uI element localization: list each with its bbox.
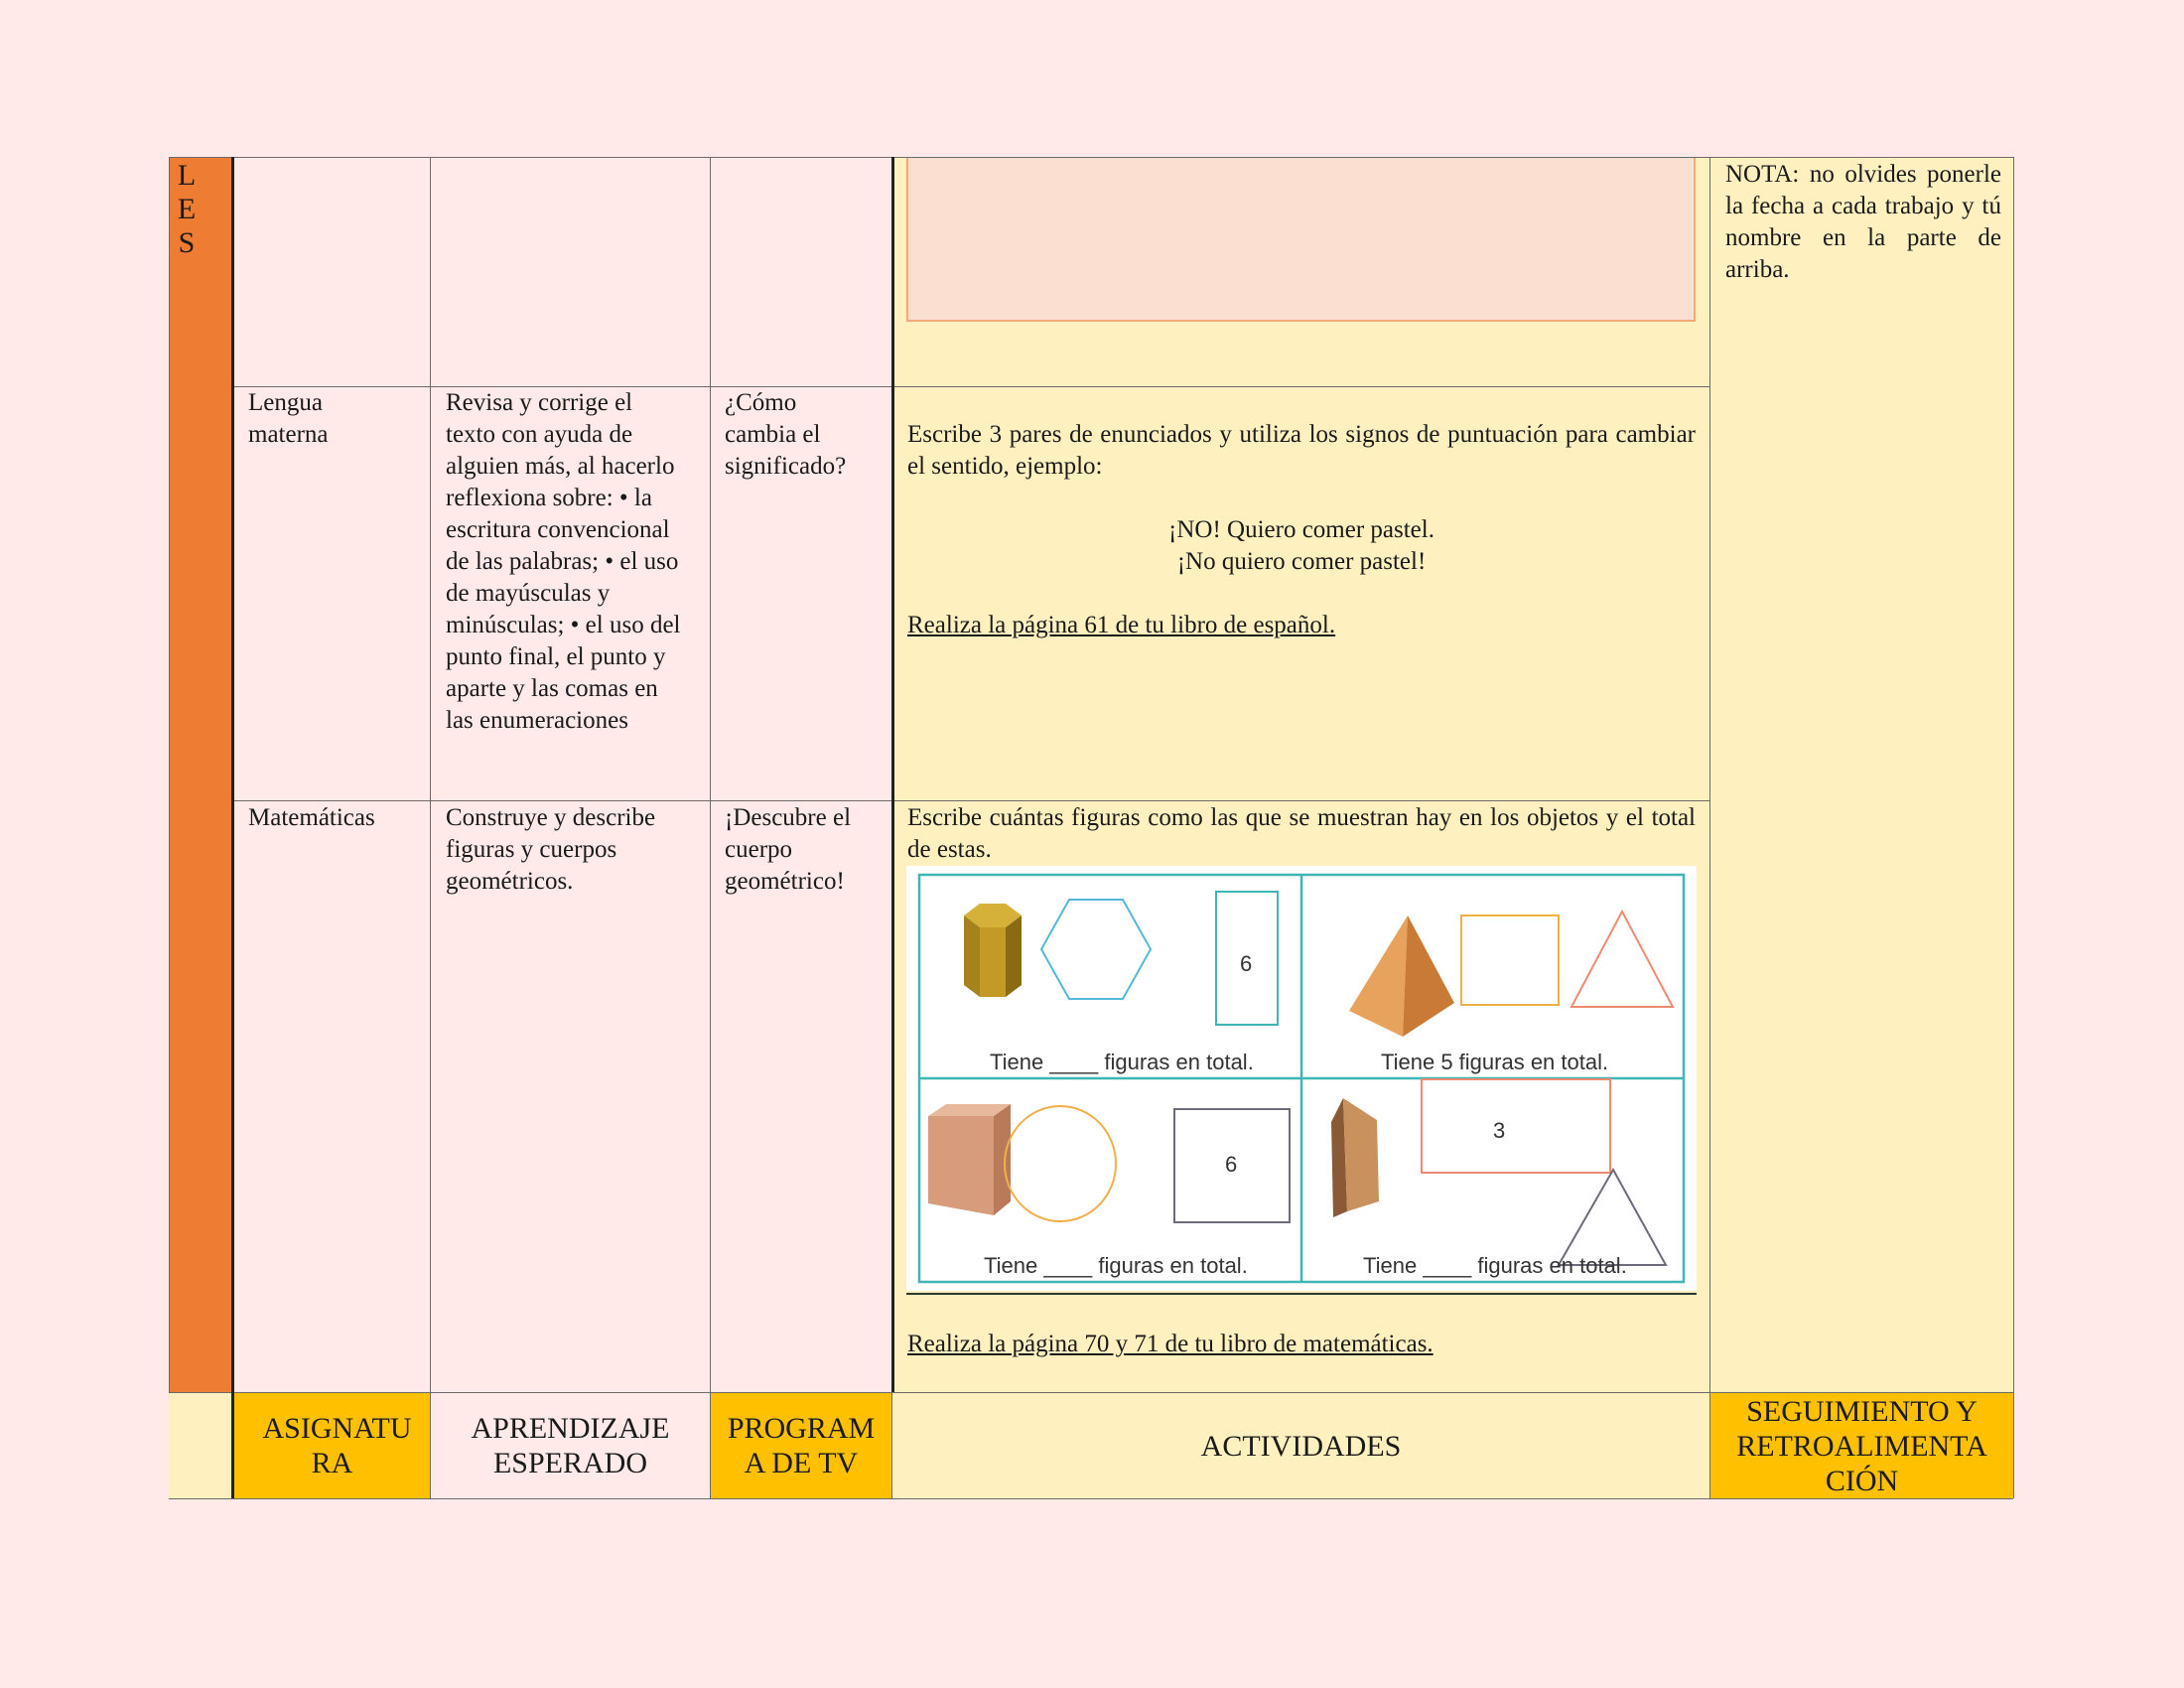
triangular-prism-icon — [1331, 1098, 1379, 1217]
asignatura-lengua: Lengua materna — [248, 389, 329, 448]
table-border-bottom — [169, 1498, 2013, 1499]
header-asignatura — [234, 1393, 430, 1498]
table-border-right — [2013, 157, 2014, 1498]
figure-underline — [906, 1293, 1697, 1295]
side-letter: S — [178, 226, 196, 259]
footer-corner-cell — [169, 1392, 232, 1498]
rectangle-shape — [1422, 1079, 1610, 1173]
side-strip — [169, 157, 232, 1392]
figure-caption: Tiene ____ figuras en total. — [984, 1253, 1248, 1278]
column-divider — [1709, 157, 1710, 1498]
side-letter: L — [177, 159, 197, 192]
programa-lengua: ¿Cómo cambia el significado? — [725, 389, 847, 480]
blank-activity-box — [906, 157, 1696, 322]
figure-caption: Tiene 5 figuras en total. — [1381, 1050, 1609, 1074]
row-divider — [232, 800, 1709, 801]
header-asignatura-label: ASIGNATU RA — [262, 1412, 412, 1479]
figure-caption: Tiene ____ figuras en total. — [990, 1050, 1254, 1074]
side-letter: E — [177, 193, 197, 225]
header-actividades — [892, 1393, 1709, 1498]
actividad-lengua-intro: Escribe 3 pares de enunciados y utiliza los signos de puntuación para cambiar el sentido, ejemplo: — [907, 421, 1696, 480]
hexagon-shape — [1041, 900, 1151, 999]
column-divider — [430, 157, 431, 1498]
header-aprendizaje-label: APRENDIZAJE ESPERADO — [471, 1412, 670, 1479]
figure-number: 6 — [1240, 951, 1253, 976]
activity-page-link[interactable]: Realiza la página 61 de tu libro de español. — [907, 612, 1336, 638]
side-label — [167, 159, 206, 260]
square-shape — [1461, 915, 1559, 1005]
geometry-figure — [906, 866, 1697, 1291]
pyramid-icon — [1349, 915, 1454, 1037]
asignatura-matematicas: Matemáticas — [248, 804, 375, 831]
triangle-shape — [1571, 912, 1673, 1007]
cube-icon — [928, 1104, 1011, 1215]
example-sentence: ¡NO! Quiero comer pastel. — [1168, 516, 1434, 543]
header-aprendizaje — [431, 1393, 710, 1498]
example-sentence: ¡No quiero comer pastel! — [1176, 548, 1427, 575]
actividad-matematicas-intro: Escribe cuántas figuras como las que se muestran hay en los objetos y el total de estas. — [907, 804, 1696, 863]
figure-number: 3 — [1493, 1118, 1506, 1143]
column-divider-thick — [891, 157, 894, 1392]
triangle-shape — [1559, 1170, 1666, 1265]
geometry-figure-svg — [906, 866, 1697, 1291]
side-strip-border — [231, 157, 234, 1498]
table-border-top — [169, 157, 2013, 158]
nota-text: NOTA: no olvides ponerle la fecha a cada trabajo y tú nombre en la parte de arriba. — [1725, 161, 2001, 283]
column-divider — [710, 157, 711, 1498]
header-seguimiento-label: SEGUIMIENTO Y RETROALIMENTA CIÓN — [1736, 1394, 1987, 1497]
header-programa — [711, 1393, 891, 1498]
hexagonal-prism-icon — [964, 904, 1022, 997]
table-border-left — [169, 157, 170, 1392]
aprendizaje-lengua: Revisa y corrige el texto con ayuda de alguien más, al hacerlo reflexiona sobre: • la escritura convencional de las palabras; • el uso de mayúsculas y minúsculas; • el uso del punto final, el punto y aparte y las comas en las enumeraciones — [446, 389, 681, 734]
aprendizaje-matematicas: Construye y describe figuras y cuerpos geométricos. — [446, 804, 656, 895]
circle-shape — [1005, 1106, 1116, 1221]
seguimiento-column — [1709, 157, 2013, 1392]
programa-matematicas: ¡Descubre el cuerpo geométrico! — [725, 804, 852, 895]
header-programa-label: PROGRAM A DE TV — [727, 1412, 876, 1479]
figure-caption: Tiene ____ figuras en total. — [1363, 1253, 1627, 1278]
header-actividades-label: ACTIVIDADES — [1200, 1429, 1402, 1463]
header-seguimiento — [1710, 1393, 2013, 1498]
activity-page-link[interactable]: Realiza la página 70 y 71 de tu libro de matemáticas. — [907, 1331, 1433, 1357]
figure-number: 6 — [1225, 1152, 1238, 1177]
